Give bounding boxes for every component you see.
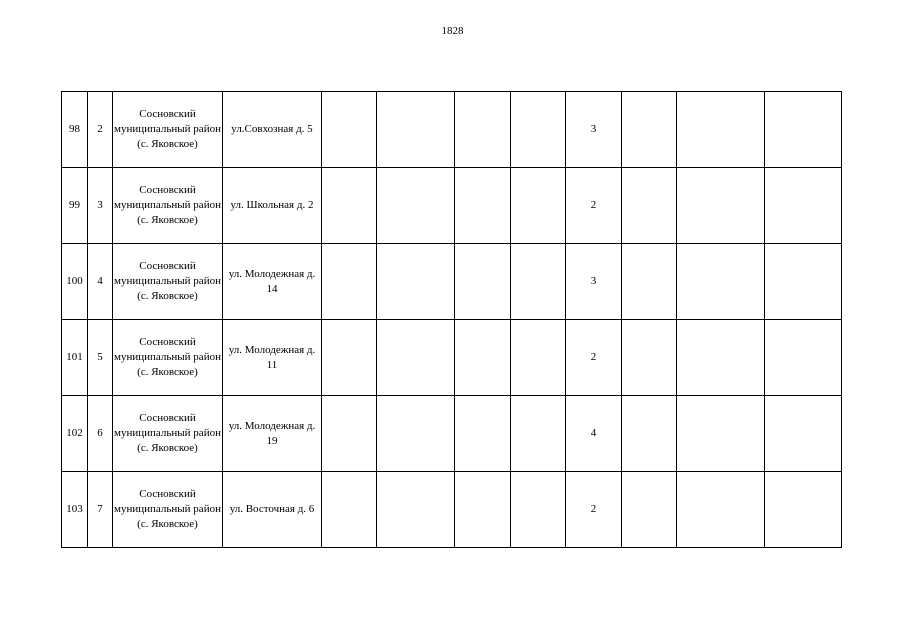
empty-cell: [511, 244, 566, 320]
address-cell: ул. Молодежная д. 19: [223, 396, 322, 472]
empty-cell: [511, 320, 566, 396]
empty-cell: [765, 396, 842, 472]
empty-cell: [377, 92, 455, 168]
address-cell: ул. Молодежная д. 11: [223, 320, 322, 396]
district-cell: Сосновский муниципальный район (с. Яковское): [113, 320, 223, 396]
row-number-cell: 103: [62, 472, 88, 548]
table-row: [62, 168, 842, 244]
empty-cell: [377, 244, 455, 320]
empty-cell: [322, 472, 377, 548]
empty-cell: [455, 168, 511, 244]
empty-cell: [455, 472, 511, 548]
district-cell: Сосновский муниципальный район (с. Яковское): [113, 244, 223, 320]
empty-cell: [511, 168, 566, 244]
table-row: [62, 396, 842, 472]
empty-cell: [377, 472, 455, 548]
table-row: [62, 472, 842, 548]
empty-cell: [765, 168, 842, 244]
empty-cell: [677, 92, 765, 168]
empty-cell: [622, 472, 677, 548]
housing-table: [61, 91, 842, 548]
empty-cell: [677, 244, 765, 320]
page-number: 1828: [441, 25, 464, 37]
empty-cell: [622, 244, 677, 320]
row-number-cell: 98: [62, 92, 88, 168]
table-row: [62, 92, 842, 168]
count-cell: 2: [566, 168, 622, 244]
row-number-cell: 99: [62, 168, 88, 244]
empty-cell: [511, 92, 566, 168]
district-cell: Сосновский муниципальный район (с. Яковское): [113, 472, 223, 548]
table-row: [62, 320, 842, 396]
empty-cell: [765, 472, 842, 548]
empty-cell: [677, 168, 765, 244]
empty-cell: [765, 244, 842, 320]
empty-cell: [677, 472, 765, 548]
empty-cell: [455, 244, 511, 320]
empty-cell: [765, 92, 842, 168]
empty-cell: [455, 320, 511, 396]
empty-cell: [377, 396, 455, 472]
district-cell: Сосновский муниципальный район (с. Яковское): [113, 396, 223, 472]
district-cell: Сосновский муниципальный район (с. Яковское): [113, 168, 223, 244]
count-cell: 3: [566, 244, 622, 320]
empty-cell: [677, 320, 765, 396]
row-number-cell: 101: [62, 320, 88, 396]
address-cell: ул. Школьная д. 2: [223, 168, 322, 244]
empty-cell: [622, 92, 677, 168]
empty-cell: [455, 92, 511, 168]
address-cell: ул. Молодежная д. 14: [223, 244, 322, 320]
empty-cell: [377, 168, 455, 244]
count-cell: 2: [566, 320, 622, 396]
sub-number-cell: 3: [88, 168, 113, 244]
empty-cell: [622, 320, 677, 396]
row-number-cell: 100: [62, 244, 88, 320]
table-row: [62, 244, 842, 320]
empty-cell: [322, 92, 377, 168]
empty-cell: [322, 396, 377, 472]
empty-cell: [622, 168, 677, 244]
sub-number-cell: 7: [88, 472, 113, 548]
district-cell: Сосновский муниципальный район (с. Яковское): [113, 92, 223, 168]
table-body: [62, 92, 842, 548]
empty-cell: [511, 472, 566, 548]
sub-number-cell: 6: [88, 396, 113, 472]
address-cell: ул. Восточная д. 6: [223, 472, 322, 548]
sub-number-cell: 2: [88, 92, 113, 168]
empty-cell: [377, 320, 455, 396]
empty-cell: [322, 168, 377, 244]
empty-cell: [511, 396, 566, 472]
count-cell: 4: [566, 396, 622, 472]
row-number-cell: 102: [62, 396, 88, 472]
empty-cell: [765, 320, 842, 396]
sub-number-cell: 5: [88, 320, 113, 396]
empty-cell: [622, 396, 677, 472]
address-cell: ул.Совхозная д. 5: [223, 92, 322, 168]
empty-cell: [677, 396, 765, 472]
count-cell: 2: [566, 472, 622, 548]
empty-cell: [455, 396, 511, 472]
empty-cell: [322, 320, 377, 396]
sub-number-cell: 4: [88, 244, 113, 320]
empty-cell: [322, 244, 377, 320]
count-cell: 3: [566, 92, 622, 168]
